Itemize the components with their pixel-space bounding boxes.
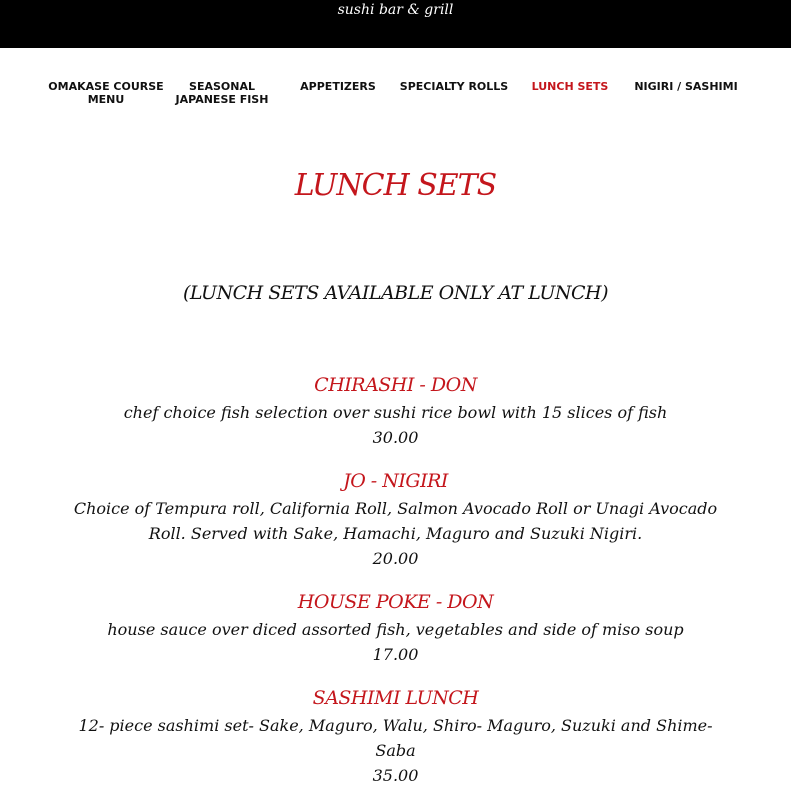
nav-item-specialty-rolls[interactable]: SPECIALTY ROLLS: [399, 80, 509, 93]
menu-item-description: chef choice fish selection over sushi rice bowl with 15 slices of fish: [123, 403, 668, 422]
menu-item-price: 17.00: [372, 645, 419, 664]
site-header: [0, 0, 791, 48]
nav-item-lunch-sets[interactable]: LUNCH SETS: [531, 80, 609, 93]
menu-item-price: 20.00: [372, 549, 419, 568]
nav-item-nigiri-sashimi[interactable]: NIGIRI / SASHIMI: [634, 80, 738, 93]
nav-item-seasonal-japanese-fish[interactable]: SEASONAL JAPANESE FISH: [175, 80, 269, 106]
menu-item: [60, 683, 731, 789]
site-tagline: sushi bar & grill: [337, 2, 454, 18]
nav-item-appetizers[interactable]: APPETIZERS: [300, 80, 376, 93]
menu-item-name: SASHIMI LUNCH: [312, 687, 479, 709]
menu-item-description: 12- piece sashimi set- Sake, Maguro, Walu, Shiro- Maguro, Suzuki and Shime- Saba: [78, 716, 713, 760]
menu-item: [60, 587, 731, 668]
availability-note: (LUNCH SETS AVAILABLE ONLY AT LUNCH): [183, 282, 608, 304]
menu-item-description: house sauce over diced assorted fish, vegetables and side of miso soup: [107, 620, 684, 639]
menu-item-price: 35.00: [372, 766, 419, 785]
menu-item: [60, 466, 731, 572]
menu-category-nav: [48, 80, 744, 106]
menu-item-price: 30.00: [372, 428, 419, 447]
menu-item-description: Choice of Tempura roll, California Roll, Salmon Avocado Roll or Unagi Avocado Roll. Served with Sake, Hamachi, Maguro and Suzuki Nigiri.: [73, 499, 718, 543]
menu-item-name: JO - NIGIRI: [343, 470, 448, 492]
nav-item-omakase-course-menu[interactable]: OMAKASE COURSE MENU: [48, 80, 164, 106]
page-title: LUNCH SETS: [294, 168, 497, 203]
menu-item-name: CHIRASHI - DON: [314, 374, 477, 396]
menu-item-name: HOUSE POKE - DON: [297, 591, 494, 613]
menu-item: [60, 370, 731, 451]
menu-items-list: [60, 370, 731, 804]
